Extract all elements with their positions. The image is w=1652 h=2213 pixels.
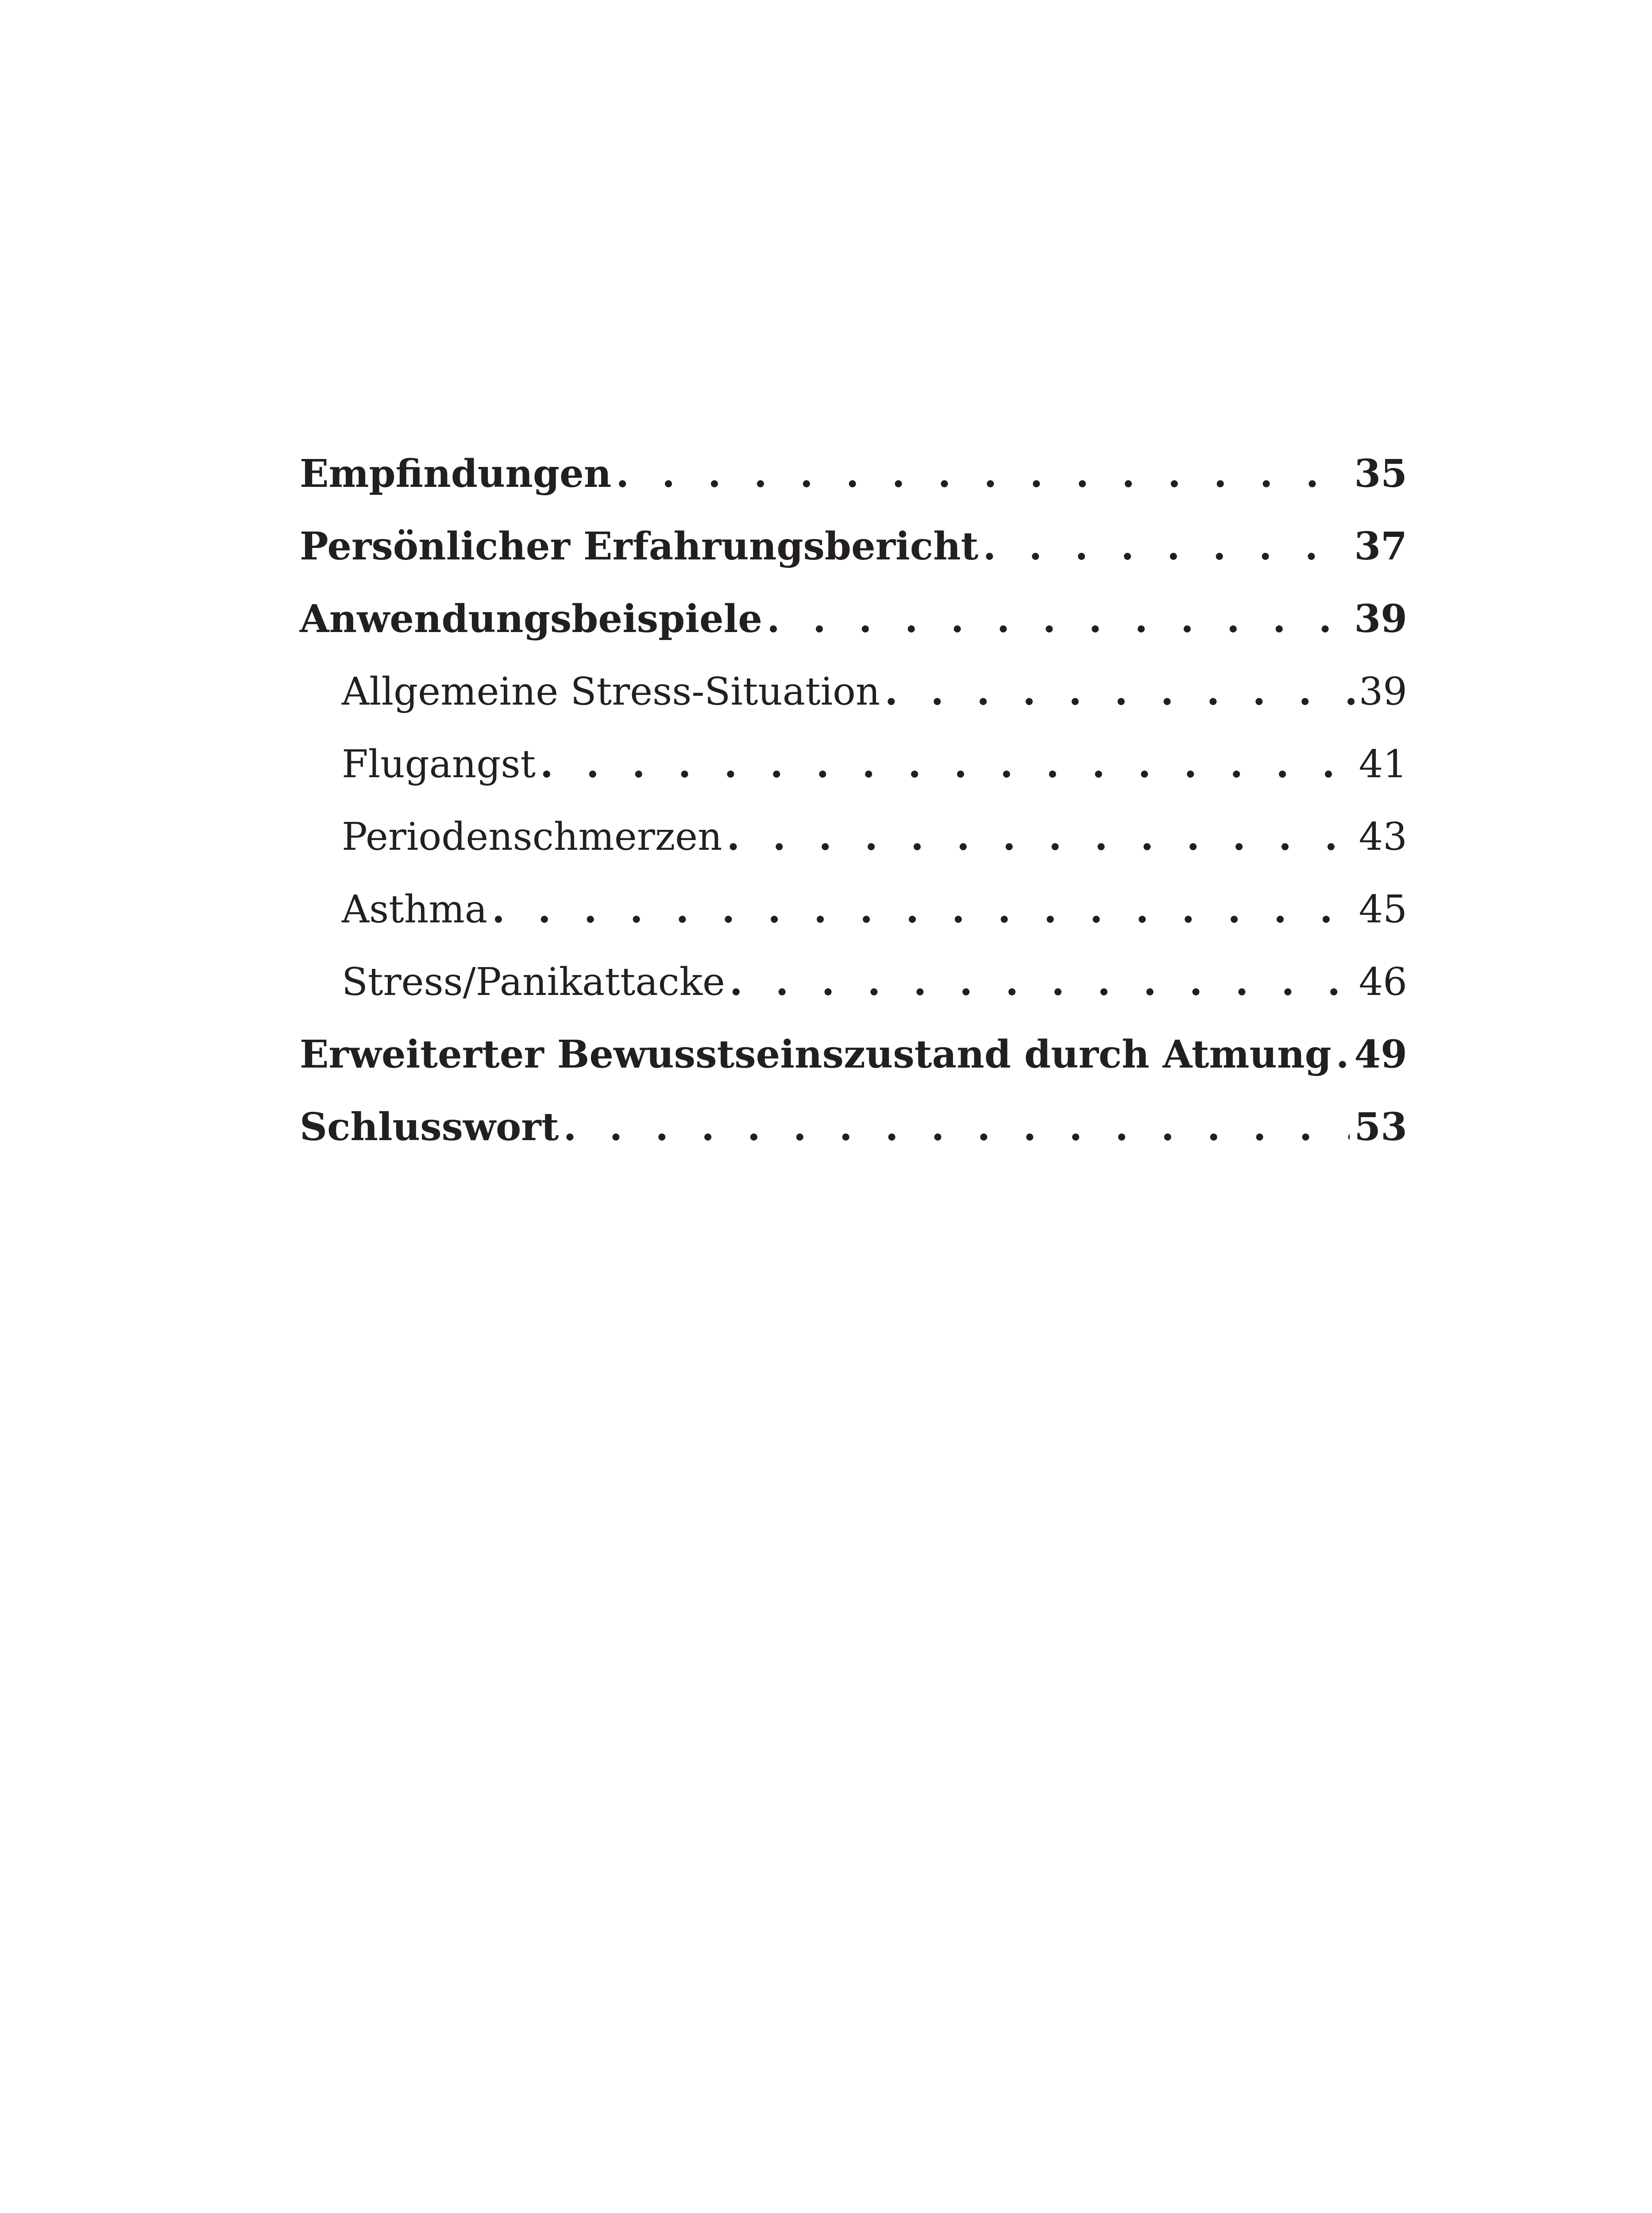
toc-entry[interactable] — [300, 1105, 1407, 1177]
toc-dot-leader — [884, 669, 1354, 714]
toc-subentry[interactable] — [300, 669, 1407, 742]
toc-entry-title: Stress/Panikattacke — [342, 960, 725, 1004]
table-of-contents — [300, 451, 1407, 1177]
toc-subentry[interactable] — [300, 960, 1407, 1032]
toc-entry-title: Flugangst — [342, 742, 536, 787]
toc-entry-title: Schlusswort — [300, 1105, 559, 1149]
toc-entry[interactable] — [300, 451, 1407, 524]
toc-entry-title: Periodenschmerzen — [342, 815, 722, 859]
toc-entry-page: 39 — [1354, 597, 1407, 641]
toc-entry[interactable] — [300, 597, 1407, 669]
toc-entry-title: Asthma — [342, 887, 488, 932]
toc-subentry[interactable] — [300, 887, 1407, 960]
toc-entry-title: Anwendungsbeispiele — [300, 597, 763, 641]
toc-entry-page: 45 — [1359, 887, 1407, 932]
toc-entry-title: Empfindungen — [300, 451, 612, 496]
toc-entry[interactable] — [300, 524, 1407, 597]
toc-entry[interactable] — [300, 1032, 1407, 1105]
toc-subentry[interactable] — [300, 742, 1407, 814]
toc-entry-page: 39 — [1359, 670, 1407, 714]
toc-dot-leader — [540, 742, 1355, 787]
toc-entry-title: Persönlicher Erfahrungsbericht — [300, 524, 979, 569]
toc-entry-page: 43 — [1359, 815, 1407, 859]
toc-entry-page: 37 — [1354, 524, 1407, 569]
toc-entry-title: Allgemeine Stress-Situation — [342, 670, 880, 714]
toc-dot-leader — [563, 1105, 1350, 1149]
toc-entry-page: 35 — [1354, 451, 1407, 496]
toc-dot-leader — [767, 597, 1350, 641]
toc-entry-page: 53 — [1354, 1105, 1407, 1149]
toc-dot-leader — [983, 524, 1350, 569]
toc-dot-leader — [726, 814, 1354, 859]
toc-dot-leader — [730, 960, 1355, 1004]
toc-entry-title: Erweiterter Bewusstseinszustand durch Atmung — [300, 1032, 1332, 1077]
toc-entry-page: 41 — [1359, 742, 1407, 787]
toc-dot-leader — [492, 887, 1355, 932]
toc-entry-page: 49 — [1354, 1032, 1407, 1077]
toc-subentry[interactable] — [300, 814, 1407, 887]
toc-entry-page: 46 — [1359, 960, 1407, 1004]
toc-dot-leader — [1336, 1032, 1350, 1077]
toc-dot-leader — [616, 451, 1350, 496]
